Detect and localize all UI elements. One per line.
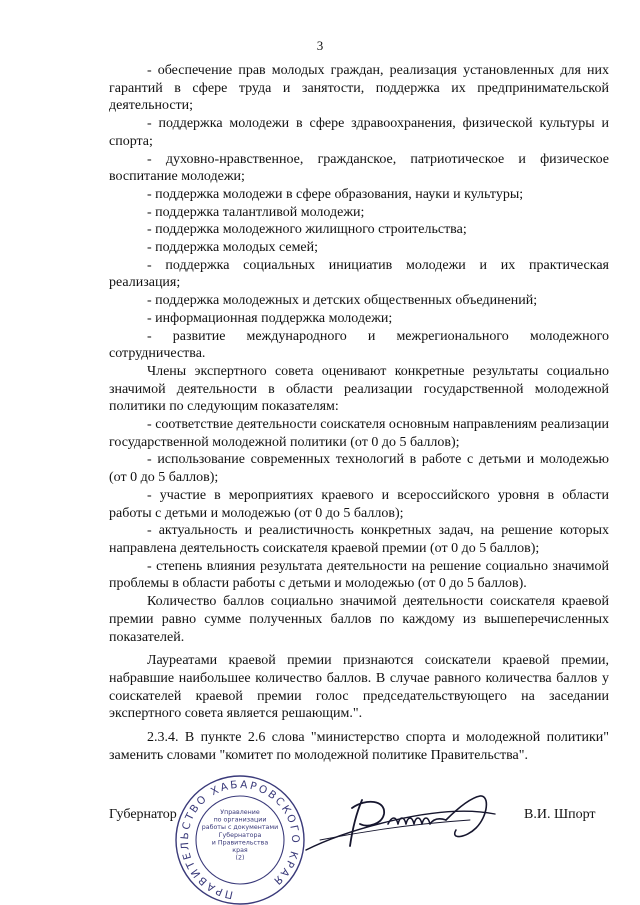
paragraph: 2.3.4. В пункте 2.6 слова "министерство спорта и молодежной политики" заменить словами "комитет по молодежной политике Правительства". [109, 730, 609, 763]
seal-inner-line: по организации [213, 816, 267, 824]
seal-inner-line: и Правительства [211, 839, 269, 847]
paragraph: - участие в мероприятиях краевого и всероссийского уровня в области работы с детьми и молодежью (от 0 до 5 баллов); [109, 487, 609, 521]
paragraph: Лауреатами краевой премии признаются соискатели краевой премии, набравшие наибольшее количество баллов. В случае равного количества баллов у соискателей краевой премии голос председательствующего на заседании экспертного совета является решающим.". [109, 653, 609, 722]
seal-inner-line: работы с документами [201, 824, 279, 832]
signature-block [0, 770, 640, 905]
paragraph: - поддержка молодежного жилищного строительства; [147, 222, 467, 238]
paragraph: - степень влияния результата деятельности на решение социально значимой проблемы в области работы с детьми и молодежью (от 0 до 5 баллов). [109, 558, 609, 592]
signatory-title: Губернатор [109, 807, 177, 822]
handwritten-signature-icon [300, 780, 500, 860]
paragraph: - поддержка молодежных и детских общественных объединений; [147, 293, 538, 309]
paragraph: - актуальность и реалистичность конкретных задач, на решение которых направлена деятельность соискателя краевой премии (от 0 до 5 баллов); [109, 523, 609, 556]
paragraph: - соответствие деятельности соискателя основным направлениям реализации государственной молодежной политики (от 0 до 5 баллов); [109, 417, 609, 450]
seal-ring-text: ПРАВИТЕЛЬСТВО ХАБАРОВСКОГО КРАЯ [178, 778, 302, 901]
paragraph: - поддержка социальных инициатив молодежи и их практическая реализация; [109, 257, 609, 291]
signatory-name: В.И. Шпорт [524, 807, 596, 822]
paragraph: Члены экспертного совета оценивают конкретные результаты социально значимой деятельности в области реализации государственной молодежной политики по следующим показателям: [109, 363, 609, 415]
paragraph: - информационная поддержка молодежи; [147, 310, 393, 326]
seal-inner-line: Управление [220, 809, 260, 816]
seal-inner-line: (2) [235, 854, 245, 862]
paragraph: - развитие международного и межрегионального молодежного сотрудничества. [109, 328, 609, 362]
paragraph: - поддержка талантливой молодежи; [147, 204, 365, 220]
seal-inner-text [202, 809, 279, 862]
document-body [109, 62, 609, 764]
paragraph: - поддержка молодежи в сфере здравоохранения, физической культуры и спорта; [109, 116, 609, 149]
seal-inner-line: Губернатора [218, 831, 262, 839]
paragraph: - духовно-нравственное, гражданское, патриотическое и физическое воспитание молодежи; [109, 151, 609, 185]
page-number: 3 [316, 38, 324, 53]
official-seal-icon [160, 770, 320, 905]
paragraph: - использование современных технологий в работе с детьми и молодежью (от 0 до 5 баллов); [109, 452, 609, 486]
paragraph: - поддержка молодых семей; [147, 240, 319, 256]
seal-inner-line: края [232, 847, 248, 854]
paragraph: Количество баллов социально значимой деятельности соискателя краевой премии равно сумме полученных баллов по каждому из вышеперечисленных показателей. [109, 594, 609, 645]
paragraph: - поддержка молодежи в сфере образования, науки и культуры; [147, 186, 524, 202]
paragraph: - обеспечение прав молодых граждан, реализация установленных для них гарантий в сфере труда и занятости, поддержка их предпринимательской деятельности; [109, 63, 609, 114]
